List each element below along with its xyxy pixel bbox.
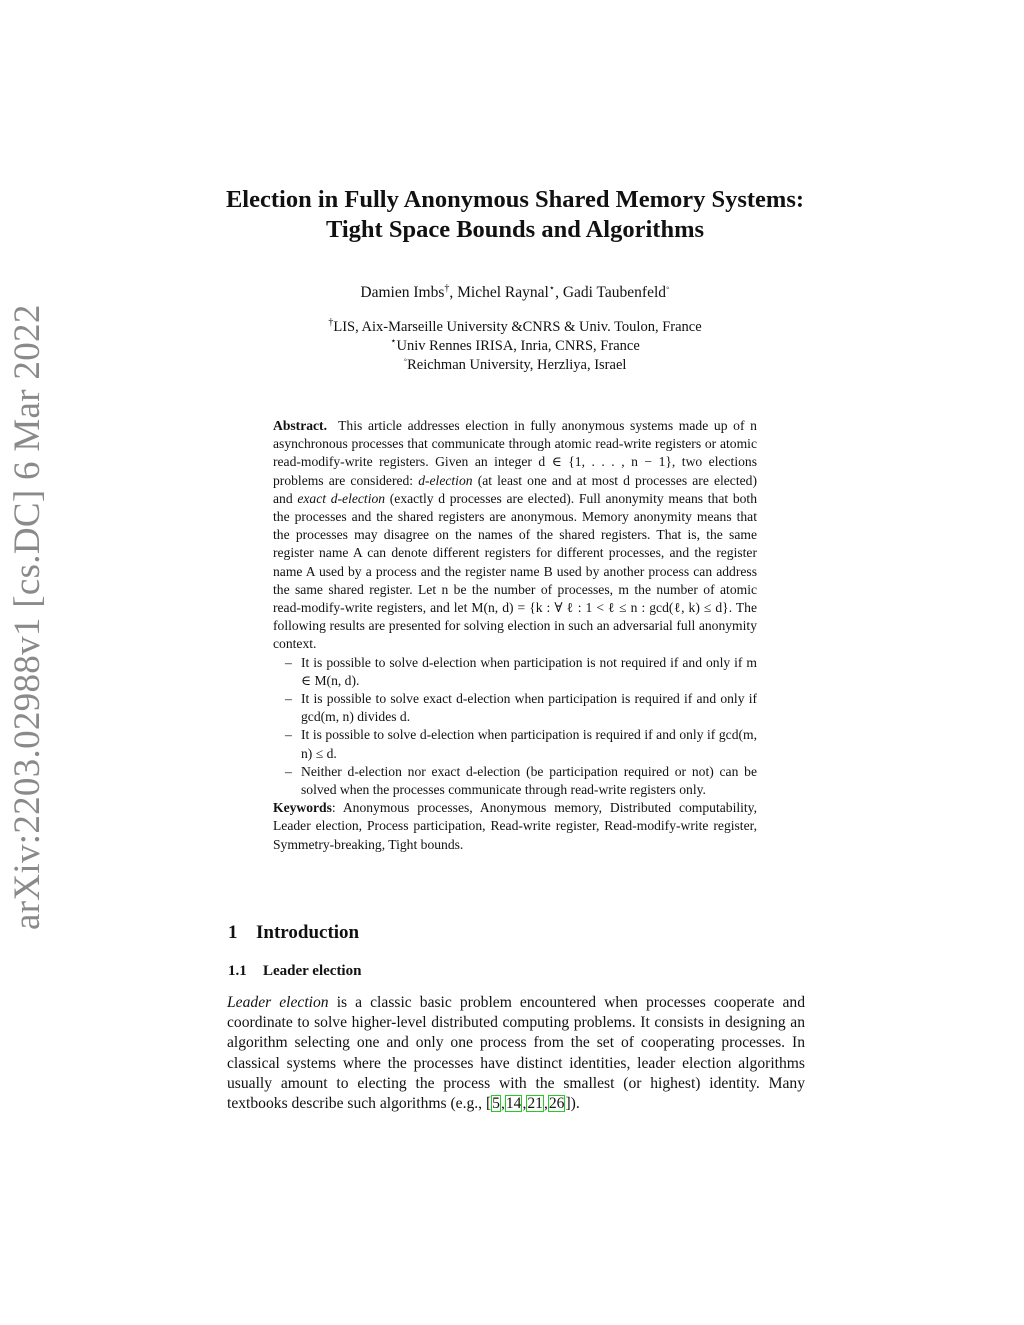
result-item: – Neither d-election nor exact d-election (be participation required or not) can be solved when the processes communicate through read-write registers only.	[285, 763, 757, 798]
affiliation-mark: †	[328, 317, 334, 328]
section-title: Introduction	[256, 922, 360, 943]
abstract-intro: This article addresses election in fully anonymous systems made up of n asynchronous processes that communicate through atomic read-write registers or atomic read-modify-write registers. Given an integer d ∈ {1, . . . , n − 1}, two elections problems are considered:	[273, 418, 757, 488]
title-line-1: Election in Fully Anonymous Shared Memory Systems:	[225, 186, 805, 213]
affiliation-text: Univ Rennes IRISA, Inria, CNRS, France	[396, 338, 640, 354]
keywords	[273, 799, 757, 854]
author-name: Gadi Taubenfeld	[562, 284, 667, 301]
section-number: 1	[228, 922, 238, 943]
keywords-text: : Anonymous processes, Anonymous memory, Distributed computability, Leader election, Process participation, Read-write register, Read-modify-write register, Symmetry-breaking, Tight bounds.	[273, 800, 757, 852]
citation-link[interactable]: 14	[505, 1095, 522, 1113]
affiliation-text: Reichman University, Herzliya, Israel	[407, 357, 627, 373]
abstract	[273, 417, 757, 854]
title-line-2: Tight Space Bounds and Algorithms	[325, 216, 705, 243]
lead-term: Leader election	[227, 994, 329, 1011]
affiliation-line	[120, 318, 910, 337]
abstract-paragraph	[273, 417, 757, 654]
author-name: Michel Raynal	[457, 284, 549, 301]
keywords-label: Keywords	[273, 800, 332, 816]
affiliation-text: LIS, Aix-Marseille University &CNRS & Univ. Toulon, France	[333, 319, 702, 335]
term-exact-d-election: exact d-election	[297, 490, 386, 506]
affiliation-mark: ⋆	[390, 336, 397, 347]
author-list: Damien Imbs†, Michel Raynal⋆, Gadi Taubenfeld◦	[360, 283, 670, 301]
term-d-election: d-election	[418, 472, 473, 488]
affiliation-mark: ◦	[666, 283, 670, 294]
abstract-text: (exactly d processes are elected). Full anonymity means that both the processes and the shared registers are anonymous. Memory anonymity means that the processes may disagree on the names of the shared registers. That is, the same register name A can denote different registers for different processes, and the register name A used by a process and the register name B used by another process can address the same shared register. Let n be the number of processes, m the number of atomic read-modify-write registers, and let M(n, d) = {k : ∀ ℓ : 1 < ℓ ≤ n : gcd(ℓ, k) ≤ d}. The following results are presented for solving election in such an adversarial full anonymity context.	[273, 490, 758, 652]
author-name: Damien Imbs	[360, 284, 445, 301]
affiliation-mark: ◦	[403, 355, 408, 366]
paragraph-text: is a classic basic problem encountered when processes cooperate and coordinate to solve higher-level distributed computing problems. It consists in designing an algorithm selecting one and only one process from the set of cooperating processes. In classical systems where the processes have distinct identities, leader election algorithms usually amount to electing the process with the smallest (or highest) identity. Many textbooks describe such algorithms (e.g., [	[227, 994, 806, 1113]
affiliation-mark: ⋆	[548, 283, 556, 294]
section-heading	[228, 922, 359, 944]
affiliation-mark: †	[444, 283, 450, 294]
paper-title	[120, 185, 910, 245]
abstract-label: Abstract.	[273, 418, 327, 433]
affiliation-line	[120, 337, 910, 356]
abstract-text: (at least one and at most d processes are elected) and	[273, 472, 757, 506]
subsection-heading	[228, 963, 361, 980]
result-text: Neither d-election nor exact d-election (be participation required or not) can be solved when the processes communicate through read-write registers only.	[301, 763, 757, 798]
affiliation-line	[120, 356, 910, 375]
result-text: It is possible to solve d-election when participation is required if and only if gcd(m, n) ≤ d.	[301, 727, 757, 761]
subsection-title: Leader election	[263, 963, 362, 979]
paragraph: Leader election is a classic basic problem encountered when processes cooperate and coordinate to solve higher-level distributed computing problems. It consists in designing an algorithm selecting one and only one process from the set of cooperating processes. In classical systems where the processes have distinct identities, leader election algorithms usually amount to electing the process with the smallest (or highest) identity. Many textbooks describe such algorithms (e.g., [5,14,21,26]).	[227, 994, 806, 1113]
citation-link[interactable]: 5	[492, 1095, 500, 1113]
paragraph-tail: ]).	[565, 1095, 580, 1113]
subsection-number: 1.1	[228, 963, 247, 979]
citation-link[interactable]: 21	[527, 1095, 543, 1113]
result-text: It is possible to solve exact d-election when participation is required if and only if gcd(m, n) divides d.	[301, 691, 757, 725]
affiliations	[120, 318, 910, 375]
result-text: It is possible to solve d-election when participation is not required if and only if m ∈ M(n, d).	[301, 654, 757, 688]
result-item: – It is possible to solve exact d-election when participation is required if and only if gcd(m, n) divides d.	[285, 691, 757, 725]
result-item: – It is possible to solve d-election when participation is required if and only if gcd(m, n) ≤ d.	[285, 727, 757, 761]
body-paragraph	[227, 993, 805, 1114]
results-list	[273, 654, 757, 800]
result-item: – It is possible to solve d-election when participation is not required if and only if m ∈ M(n, d).	[285, 654, 757, 688]
citation-link[interactable]: 26	[548, 1095, 565, 1113]
arxiv-identifier: arXiv:2203.02988v1 [cs.DC] 6 Mar 2022	[7, 304, 48, 930]
